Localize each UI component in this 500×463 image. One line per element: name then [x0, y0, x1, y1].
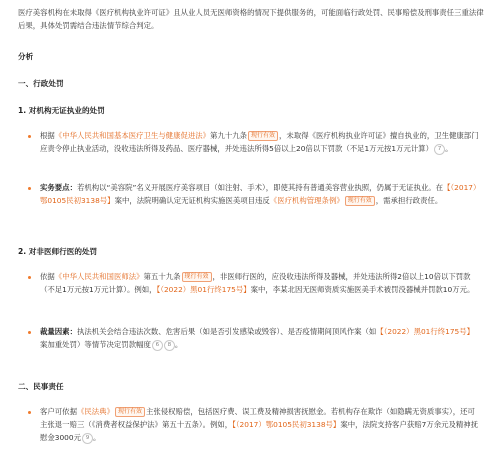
citation-ref[interactable]: 9: [82, 433, 93, 444]
bullet-dot: [28, 331, 34, 337]
law-link[interactable]: 《 医疗机构管理条例 》: [270, 196, 344, 205]
paragraph-discretion-factors: 裁量因素：执法机关会结合违法次数、危害后果（如是否引发感染或毁容）、是否疫情期间顶风作案（如【（2022）黑01行终175号】案加重处罚）等情节决定罚款幅度 6 8 。: [40, 327, 475, 350]
section-administrative-heading: 一、行政处罚: [18, 79, 64, 88]
citation-ref[interactable]: 6: [152, 340, 163, 351]
status-badge: 现行有效: [182, 272, 212, 282]
subsection-non-physician-heading: 2. 对非医师行医的处罚: [18, 247, 98, 256]
status-badge: 现行有效: [115, 407, 145, 417]
bullet-dot: [28, 135, 34, 141]
analysis-heading: 分析: [18, 52, 34, 61]
citation-ref[interactable]: 8: [164, 340, 175, 351]
case-link[interactable]: 【（2017）鄂0105民初3138号】: [232, 420, 341, 430]
section-civil-heading: 二、民事责任: [18, 382, 64, 391]
bullet-dot: [28, 187, 34, 193]
case-link[interactable]: 【（2017）鄂0105民初3138号】: [40, 183, 477, 206]
subsection-unlicensed-heading: 1. 对机构无证执业的处罚: [18, 106, 105, 115]
status-badge: 现行有效: [345, 196, 375, 206]
law-link[interactable]: 《 民法典 》: [77, 407, 114, 416]
case-link[interactable]: 【（2022）黑01行终175号】: [376, 327, 475, 336]
paragraph-practice-note: 实务要点：若机构以“美容院”名义开展医疗美容项目（如注射、手术），即使其持有普通美容营业执照，仍属于无证执业。在【（2017）鄂0105民初3138号】案中，法院明确认定无证机构实施医美项目违反《 医疗机构管理条例 》 现行有效 ，需承担行政责任。: [40, 181, 480, 207]
law-link[interactable]: 《 中华人民共和国基本医疗卫生与健康促进法 》: [55, 131, 210, 140]
paragraph-non-physician-penalty: 依据《 中华人民共和国医师法 》 第五十九条 现行有效 ，非医师行医的，应没收违法所得及器械，并处违法所得2倍以上10倍以下罚款（不足1万元按1万元计算）。例如，【（2022）黑01行终175号】案中，李某北因无医师资质实施医美手术被罚没器械并罚款10万元。: [40, 270, 480, 296]
intro-summary: 医疗美容机构在未取得《医疗机构执业许可证》且从业人员无医师资格的情况下提供服务的，可能面临行政处罚、民事赔偿及刑事责任三重法律后果，具体处罚需结合违法情节综合判定。: [18, 8, 484, 31]
status-badge: 现行有效: [248, 131, 278, 141]
paragraph-unlicensed-penalty: 根据《 中华人民共和国基本医疗卫生与健康促进法 》 第九十九条 现行有效 ，未取得《医疗机构执业许可证》擅自执业的，卫生健康部门应责令停止执业活动，没收违法所得及药品、医疗器械，并处违法所得5倍以上20倍以下罚款（不足1万元按1万元计算） 7 。: [40, 129, 480, 155]
paragraph-civil-liability: 客户可依据《 民法典 》 现行有效 主张侵权赔偿，包括医疗费、误工费及精神损害抚慰金。若机构存在欺诈（如隐瞒无资质事实），还可主张退一赔三（《消费者权益保护法》第五十五条）。例如，【（2017）鄂0105民初3138号】案中，法院支持客户获赔7万余元及精神抚慰金3000元 9 。: [40, 405, 480, 445]
law-link[interactable]: 《 中华人民共和国医师法 》: [55, 272, 144, 281]
bullet-dot: [28, 411, 34, 417]
citation-ref[interactable]: 7: [434, 144, 445, 155]
case-link[interactable]: 【（2022）黑01行终175号】: [156, 285, 251, 295]
bullet-dot: [28, 276, 34, 282]
